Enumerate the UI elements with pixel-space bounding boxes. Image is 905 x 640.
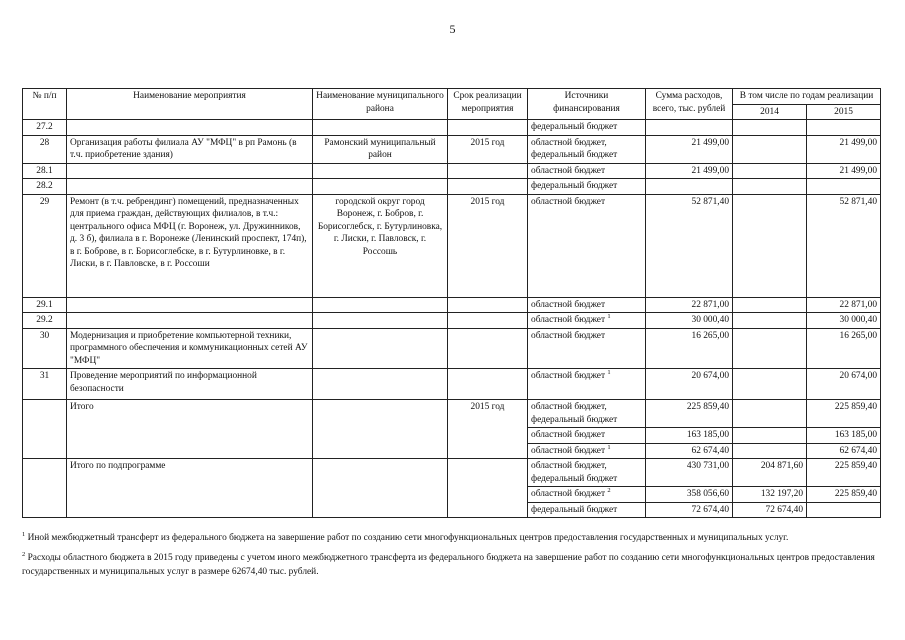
row-2014: 72 674,40	[733, 502, 807, 518]
header-by-years: В том числе по годам реализации	[733, 89, 881, 105]
row-total: 30 000,40	[646, 313, 733, 329]
header-name: Наименование мероприятия	[67, 89, 313, 120]
row-total	[646, 179, 733, 195]
row-2015: 20 674,00	[807, 369, 881, 400]
source-cell	[528, 487, 646, 503]
source-text: областной бюджет	[531, 330, 606, 341]
row-2014	[733, 163, 807, 179]
source-cell	[528, 459, 646, 487]
row-name: Проведение мероприятий по информационной безопасности	[67, 369, 313, 400]
row-num: 28	[23, 135, 67, 163]
row-2014	[733, 443, 807, 459]
row-num: 29	[23, 194, 67, 297]
row-district	[313, 313, 448, 329]
row-term	[448, 297, 528, 313]
row-district	[313, 369, 448, 400]
row-name	[67, 297, 313, 313]
row-num: 29.2	[23, 313, 67, 329]
row-district: городской округ город Воронеж, г. Бобров, г. Борисоглебск, г. Бутурлиновка, г. Лиски, г. Павловск, г. Россошь	[313, 194, 448, 297]
row-num: 31	[23, 369, 67, 400]
row-name: Ремонт (в т.ч. ребрендинг) помещений, предназначенных для приема граждан, действующих филиалов, в т.ч.: центрального офиса МФЦ (г. Воронеж, ул. Дружинников, д. 3 б), филиала в г. Воронеже (Ленинский проспект, 174п), в г. Боброве, в г. Борисоглебске, в г. Бутурлиновке, в г. Лиски, в г. Павловске, в г. Россоши	[67, 194, 313, 297]
footnote-ref: 2	[607, 486, 611, 494]
row-name: Модернизация и приобретение компьютерной техники, программного обеспечения и коммуникационных сетей АУ "МФЦ"	[67, 328, 313, 369]
row-2014	[733, 194, 807, 297]
table-row	[23, 328, 881, 369]
row-total: 62 674,40	[646, 443, 733, 459]
row-2015: 225 859,40	[807, 400, 881, 428]
source-text: федеральный бюджет	[531, 181, 618, 191]
header-year-2015: 2015	[807, 104, 881, 120]
source-text: областной бюджет	[531, 371, 606, 381]
total-label: Итого	[67, 400, 313, 459]
row-2015	[807, 502, 881, 518]
row-district	[313, 297, 448, 313]
header-year-2014: 2014	[733, 104, 807, 120]
row-total: 163 185,00	[646, 428, 733, 444]
budget-table	[22, 88, 881, 518]
row-total: 16 265,00	[646, 328, 733, 369]
footnote-ref: 1	[607, 368, 611, 376]
table-body	[23, 120, 881, 518]
source-cell	[528, 400, 646, 428]
row-num: 28.2	[23, 179, 67, 195]
row-2014: 204 871,60	[733, 459, 807, 487]
row-name	[67, 120, 313, 136]
footnote-1	[22, 531, 880, 545]
source-cell	[528, 135, 646, 163]
row-total: 430 731,00	[646, 459, 733, 487]
row-term	[448, 179, 528, 195]
header-row	[23, 89, 881, 105]
row-name: Организация работы филиала АУ "МФЦ" в рп Рамонь (в т.ч. приобретение здания)	[67, 135, 313, 163]
source-cell	[528, 328, 646, 369]
total-row	[23, 459, 881, 487]
row-2015: 16 265,00	[807, 328, 881, 369]
row-total: 20 674,00	[646, 369, 733, 400]
row-term	[448, 163, 528, 179]
total-district	[313, 459, 448, 518]
source-text: областной бюджет	[531, 165, 606, 176]
footnote-mark: 1	[22, 530, 26, 538]
source-cell	[528, 297, 646, 313]
source-cell	[528, 502, 646, 518]
header-district: Наименование муниципального района	[313, 89, 448, 120]
row-total: 22 871,00	[646, 297, 733, 313]
row-total: 21 499,00	[646, 135, 733, 163]
row-total: 225 859,40	[646, 400, 733, 428]
row-district	[313, 120, 448, 136]
row-total	[646, 120, 733, 136]
footnote-ref: 1	[607, 443, 611, 451]
source-text: областной бюджет, федеральный бюджет	[531, 137, 618, 160]
header-sources: Источники финансирования	[528, 89, 646, 120]
row-name	[67, 179, 313, 195]
row-term: 2015 год	[448, 135, 528, 163]
row-total: 21 499,00	[646, 163, 733, 179]
row-total: 358 056,60	[646, 487, 733, 503]
row-district	[313, 163, 448, 179]
footnote-ref: 1	[607, 312, 611, 320]
source-text: областной бюджет	[531, 430, 606, 440]
table-row	[23, 313, 881, 329]
row-2014	[733, 179, 807, 195]
page-number: 5	[449, 22, 456, 36]
row-term	[448, 328, 528, 369]
source-text: областной бюджет	[531, 315, 606, 325]
table-row	[23, 194, 881, 297]
source-text: федеральный бюджет	[531, 504, 618, 515]
source-cell	[528, 369, 646, 400]
row-district: Рамонский муниципальный район	[313, 135, 448, 163]
row-2015: 21 499,00	[807, 135, 881, 163]
row-2015: 30 000,40	[807, 313, 881, 329]
header-num: № п/п	[23, 89, 67, 120]
row-num: 27.2	[23, 120, 67, 136]
row-district	[313, 328, 448, 369]
source-text: областной бюджет	[531, 489, 606, 499]
row-2014	[733, 135, 807, 163]
source-text: областной бюджет, федеральный бюджет	[531, 402, 618, 425]
total-num	[23, 459, 67, 518]
source-text: областной бюджет	[531, 445, 606, 456]
row-2014	[733, 297, 807, 313]
total-district	[313, 400, 448, 459]
row-2015: 225 859,40	[807, 459, 881, 487]
table-row	[23, 297, 881, 313]
source-cell	[528, 194, 646, 297]
total-term	[448, 459, 528, 518]
row-name	[67, 163, 313, 179]
row-term	[448, 120, 528, 136]
row-num: 28.1	[23, 163, 67, 179]
table-row	[23, 163, 881, 179]
row-2014	[733, 120, 807, 136]
source-text: областной бюджет	[531, 299, 606, 310]
source-cell	[528, 313, 646, 329]
row-2015: 163 185,00	[807, 428, 881, 444]
row-2015	[807, 120, 881, 136]
footnotes	[22, 531, 880, 585]
row-2015: 52 871,40	[807, 194, 881, 297]
row-2014	[733, 400, 807, 428]
footnote-text: Иной межбюджетный трансферт из федерального бюджета на завершение работ по созданию сети многофункциональных центров предоставления государственных и муниципальных услуг.	[27, 533, 789, 543]
footnote-mark: 2	[22, 550, 26, 558]
source-text: областной бюджет	[531, 196, 606, 207]
source-cell	[528, 179, 646, 195]
row-2014: 132 197,20	[733, 487, 807, 503]
row-2015: 21 499,00	[807, 163, 881, 179]
row-2015	[807, 179, 881, 195]
row-2014	[733, 428, 807, 444]
source-cell	[528, 120, 646, 136]
header-term: Срок реализации мероприятия	[448, 89, 528, 120]
row-name	[67, 313, 313, 329]
row-district	[313, 179, 448, 195]
row-total: 72 674,40	[646, 502, 733, 518]
source-cell	[528, 163, 646, 179]
row-term	[448, 369, 528, 400]
row-2015: 62 674,40	[807, 443, 881, 459]
row-term: 2015 год	[448, 194, 528, 297]
row-2014	[733, 369, 807, 400]
table-row	[23, 179, 881, 195]
row-num: 30	[23, 328, 67, 369]
row-2015: 225 859,40	[807, 487, 881, 503]
footnote-text: Расходы областного бюджета в 2015 году приведены с учетом иного межбюджетного трансферта из федерального бюджета на завершение работ по созданию сети многофункциональных центров предоставления государственных и муниципальных услуг в размере 62674,40 тыс. рублей.	[22, 553, 875, 577]
total-label: Итого по подпрограмме	[67, 459, 313, 518]
row-2014	[733, 328, 807, 369]
total-row	[23, 400, 881, 428]
table-row	[23, 369, 881, 400]
row-2014	[733, 313, 807, 329]
row-2015: 22 871,00	[807, 297, 881, 313]
row-term	[448, 313, 528, 329]
table-row	[23, 135, 881, 163]
source-cell	[528, 428, 646, 444]
total-num	[23, 400, 67, 459]
source-text: областной бюджет, федеральный бюджет	[531, 461, 618, 484]
footnote-2	[22, 551, 880, 579]
header-sum: Сумма расходов, всего, тыс. рублей	[646, 89, 733, 120]
total-term: 2015 год	[448, 400, 528, 459]
row-total: 52 871,40	[646, 194, 733, 297]
row-num: 29.1	[23, 297, 67, 313]
table-row	[23, 120, 881, 136]
source-text: федеральный бюджет	[531, 122, 618, 132]
source-cell	[528, 443, 646, 459]
